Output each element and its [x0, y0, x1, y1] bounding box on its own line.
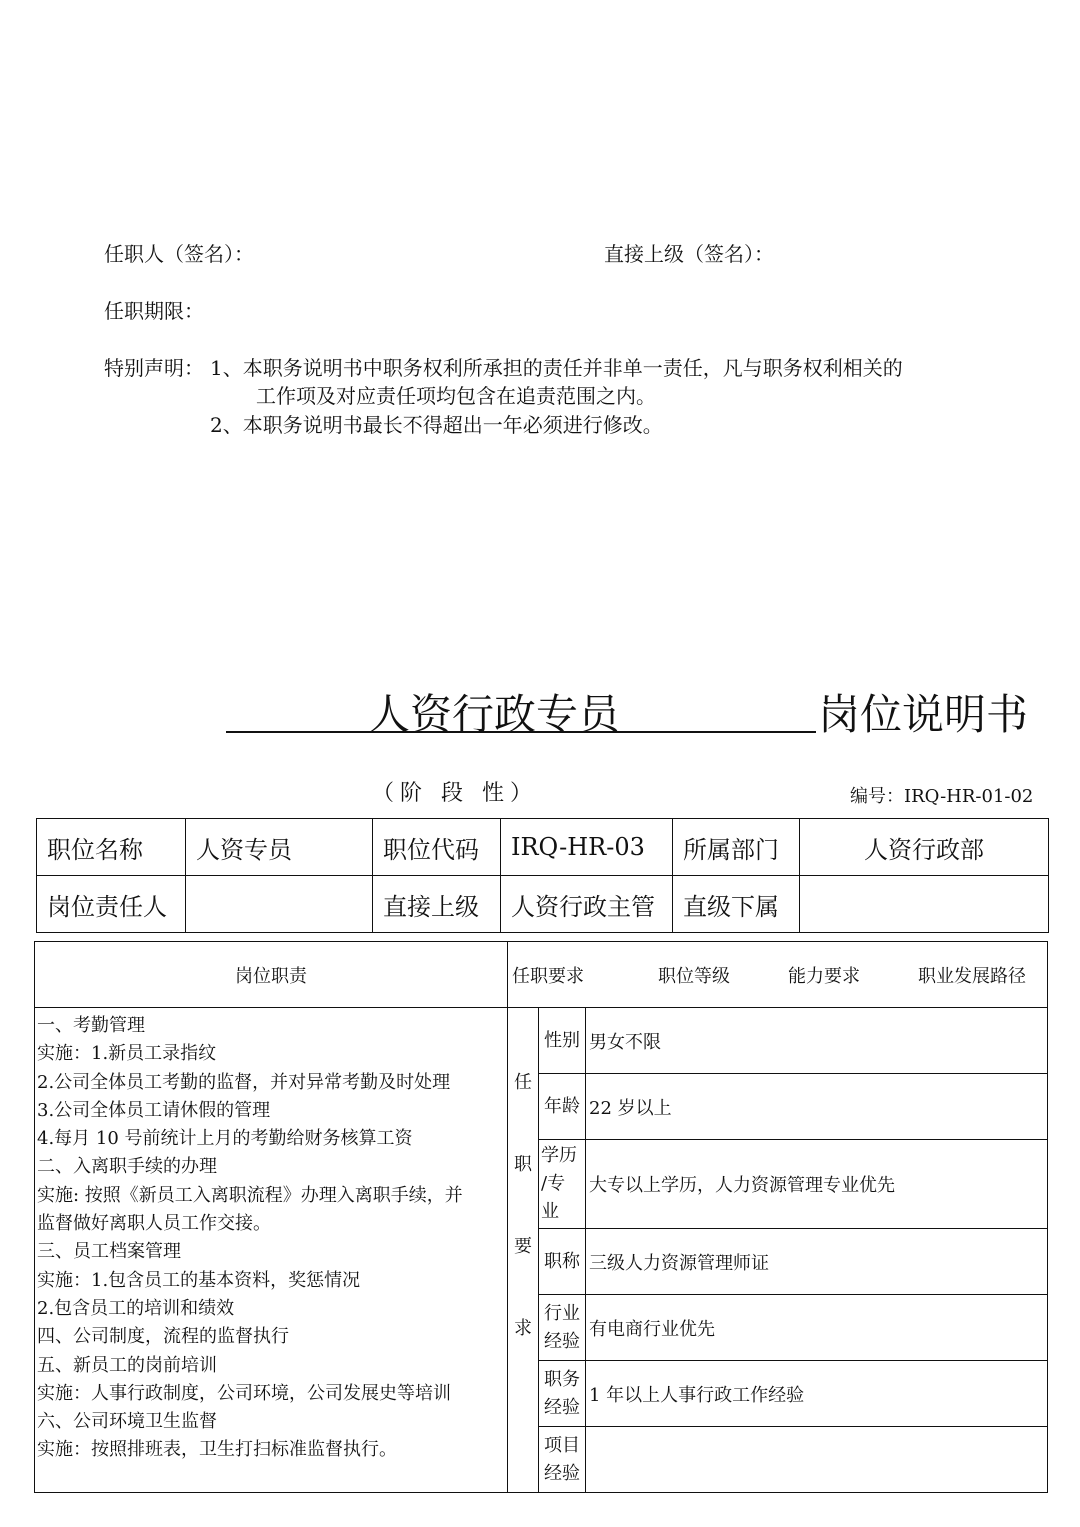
req-value-gender: 男女不限: [586, 1008, 1048, 1074]
subordinate-label: 直级下属: [673, 876, 800, 933]
requirements-header: [508, 942, 1048, 1008]
req-header-1: 任职要求: [512, 965, 584, 987]
req-label-job-exp: [539, 1361, 586, 1427]
owner-value: [186, 876, 373, 933]
duty-line: 3.公司全体员工请休假的管理: [37, 1099, 271, 1121]
req-value-age: 22 岁以上: [586, 1074, 1048, 1140]
duty-line: 实施：按照排班表，卫生打扫标准监督执行。: [37, 1439, 397, 1461]
req-label-gender: [539, 1008, 586, 1074]
position-code-label: 职位代码: [373, 819, 501, 876]
req-label-text: 行业: [544, 1302, 580, 1324]
subordinate-value: [800, 876, 1049, 933]
req-value-education: 大专以上学历，人力资源管理专业优先: [586, 1140, 1048, 1229]
position-info-table: [36, 818, 1049, 933]
duty-line: 监督做好离职人员工作交接。: [37, 1213, 271, 1235]
duty-line: 五、新员工的岗前培训: [37, 1354, 217, 1376]
duty-line: 实施：1.包含员工的基本资料，奖惩情况: [37, 1269, 361, 1291]
req-label-text: 经验: [544, 1396, 580, 1418]
req-value-project-exp: [586, 1427, 1048, 1493]
req-header-3: 能力要求: [788, 965, 860, 987]
req-label-age: [539, 1074, 586, 1140]
requirements-vertical-label: [508, 1008, 539, 1493]
duty-line: 2.包含员工的培训和绩效: [37, 1297, 235, 1319]
supervisor-signature-label: 直接上级（签名）：: [604, 242, 774, 266]
term-label: 任职期限：: [104, 299, 204, 323]
vertical-char: 求: [514, 1318, 532, 1339]
position-name-value: 人资专员: [186, 819, 373, 876]
req-label-text: /专: [541, 1173, 566, 1194]
req-label-project-exp: [539, 1427, 586, 1493]
supervisor-value: 人资行政主管: [501, 876, 673, 933]
duty-line: 实施: 按照《新员工入离职流程》办理入离职手续，并: [37, 1184, 463, 1206]
title-suffix: 岗位说明书: [818, 690, 1029, 739]
vertical-char: 职: [514, 1154, 532, 1175]
duty-line: 4.每月 10 号前统计上月的考勤给财务核算工资: [37, 1128, 413, 1150]
declaration-item1-line2: 工作项及对应责任项均包含在追责范围之内。: [256, 384, 656, 408]
duty-line: 一、考勤管理: [37, 1015, 145, 1036]
duties-requirements-table: [34, 941, 1048, 1493]
req-header-2: 职位等级: [658, 965, 730, 987]
vertical-char: 要: [514, 1236, 532, 1257]
req-label-education: [539, 1140, 586, 1229]
req-label-text: 学历: [541, 1145, 577, 1166]
req-label-text: 性别: [544, 1029, 580, 1051]
req-label-text: 年龄: [544, 1095, 580, 1117]
req-value-job-exp: 1 年以上人事行政工作经验: [586, 1361, 1048, 1427]
duty-line: 实施：人事行政制度，公司环境，公司发展史等培训: [37, 1382, 451, 1404]
req-label-text: 业: [541, 1201, 559, 1222]
declaration-prefix: 特别声明：: [104, 356, 204, 380]
duty-line: 二、入离职手续的办理: [37, 1156, 217, 1178]
position-name-label: 职位名称: [37, 819, 186, 876]
duty-line: 2.公司全体员工考勤的监督，并对异常考勤及时处理: [37, 1071, 451, 1093]
declaration-item1-line1: 1、本职务说明书中职务权利所承担的责任并非单一责任，凡与职务权利相关的: [210, 356, 903, 380]
position-code-value: IRQ-HR-03: [501, 819, 673, 876]
duty-line: 六、公司环境卫生监督: [37, 1411, 217, 1433]
duty-line: 四、公司制度，流程的监督执行: [37, 1326, 289, 1348]
supervisor-label: 直接上级: [373, 876, 501, 933]
owner-label: 岗位责任人: [37, 876, 186, 933]
subtitle: （阶 段 性）: [372, 781, 538, 806]
req-label-title: [539, 1229, 586, 1295]
duty-line: 三、员工档案管理: [37, 1241, 181, 1263]
title-position: 人资行政专员: [368, 690, 621, 739]
vertical-char: 任: [514, 1072, 532, 1093]
document-number: 编号：IRQ-HR-01-02: [850, 786, 1034, 807]
req-value-title: 三级人力资源管理师证: [586, 1229, 1048, 1295]
req-label-text: 经验: [544, 1462, 580, 1484]
req-label-text: 职称: [544, 1250, 580, 1272]
department-label: 所属部门: [673, 819, 800, 876]
declaration-item2: 2、本职务说明书最长不得超出一年必须进行修改。: [210, 413, 663, 437]
duties-header: 岗位职责: [35, 942, 508, 1008]
holder-signature-label: 任职人（签名）：: [104, 242, 254, 266]
req-label-text: 职务: [544, 1368, 580, 1390]
department-value: 人资行政部: [800, 819, 1049, 876]
req-value-industry-exp: 有电商行业优先: [586, 1295, 1048, 1361]
req-label-text: 经验: [544, 1330, 580, 1352]
req-header-4: 职业发展路径: [918, 965, 1026, 987]
duty-line: 实施：1.新员工录指纹: [37, 1043, 217, 1065]
req-label-industry-exp: [539, 1295, 586, 1361]
req-label-text: 项目: [544, 1434, 580, 1456]
duties-list: [35, 1008, 508, 1493]
